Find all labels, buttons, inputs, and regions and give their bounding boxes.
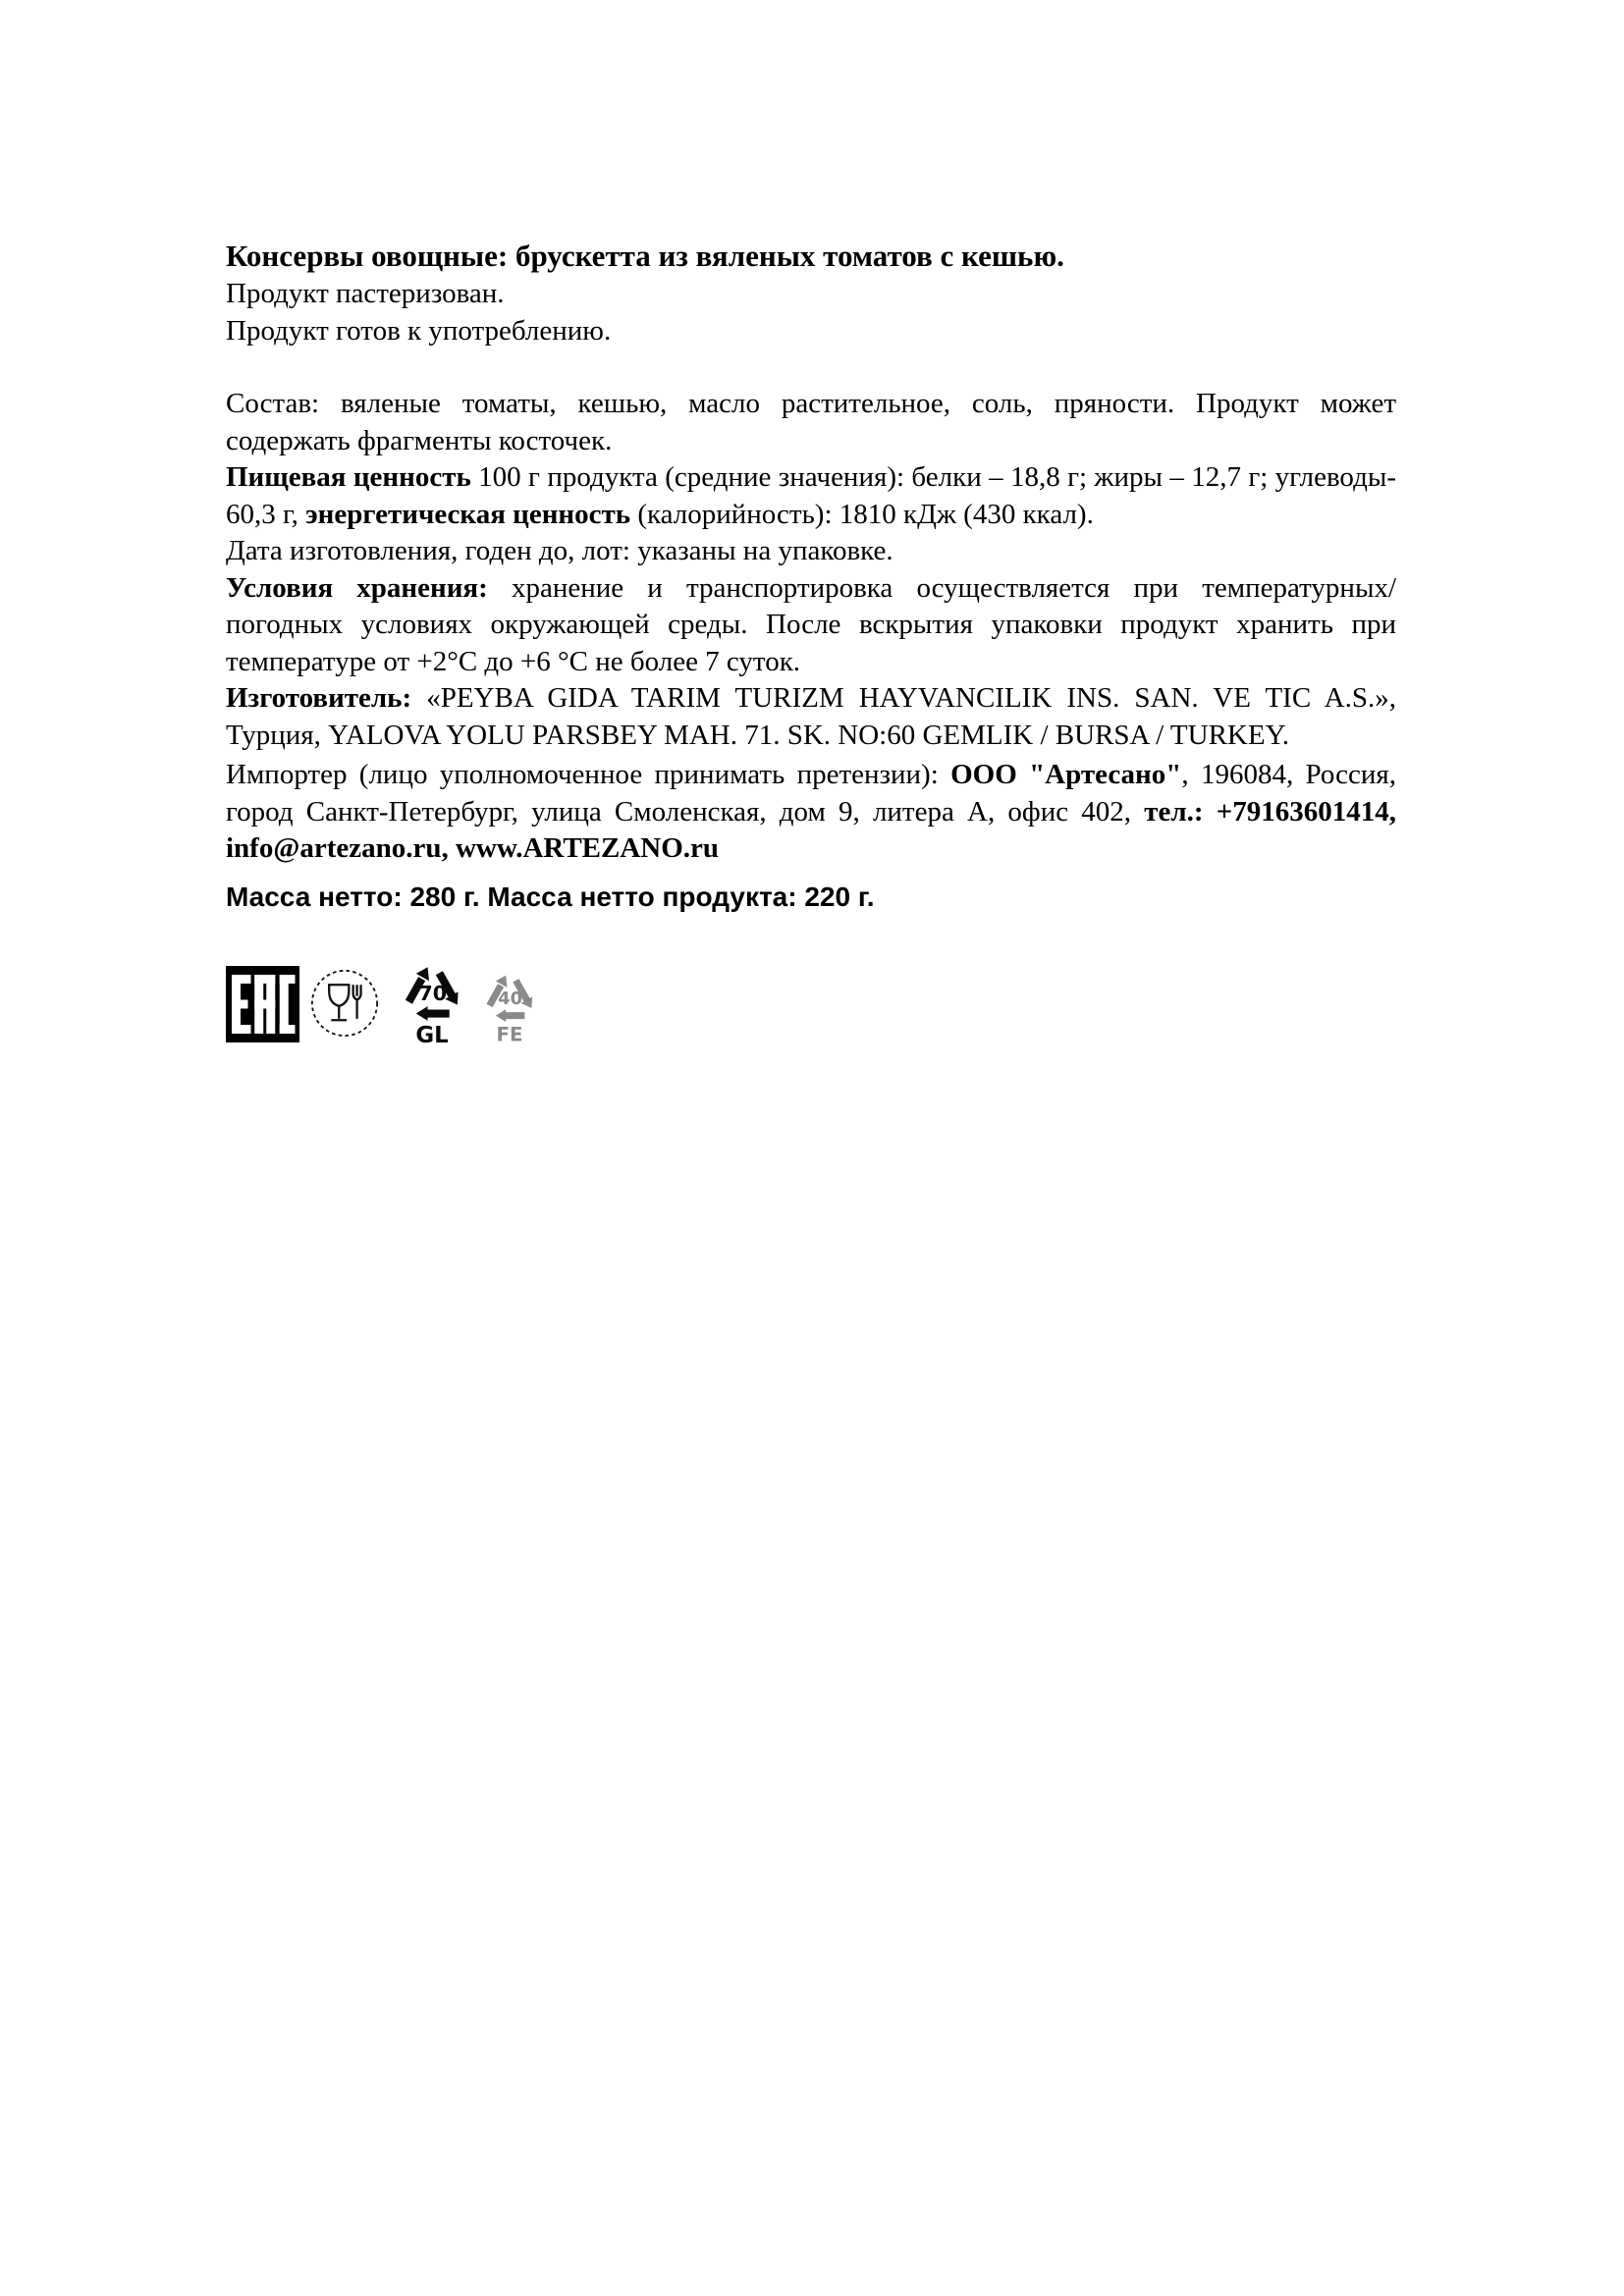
importer-contacts: тел.: +79163601414, info@artezano.ru, www.ARTEZANO.ru <box>226 795 1396 864</box>
composition-paragraph <box>226 386 1396 459</box>
storage-paragraph <box>226 570 1396 681</box>
eac-mark-icon <box>226 966 299 1042</box>
label-text-block <box>226 237 1396 1045</box>
ready-to-eat-line: Продукт готов к употреблению. <box>226 314 612 347</box>
manufacturer-lead: Изготовитель: <box>226 682 412 714</box>
composition-text: Состав: вяленые томаты, кешью, масло растительное, соль, пряности. Продукт может содержать фрагменты косточек. <box>226 388 1396 456</box>
nutrition-energy-lead: энергетическая ценность <box>305 498 631 530</box>
recycling-fe-material: FE <box>496 1022 523 1043</box>
net-weight-line: Масса нетто: 280 г. Масса нетто продукта: 220 г. <box>226 881 875 912</box>
recycling-70-gl-icon <box>396 954 468 1045</box>
storage-text: хранение и транспортировка осуществляется при температурных/ погодных условиях окружающей среды. После вскрытия упаковки продукт хранить при температуре от +2°С до +6 °С не более 7 суток. <box>226 571 1396 677</box>
importer-paragraph <box>226 757 1396 868</box>
recycling-gl-material: GL <box>415 1022 449 1045</box>
importer-address: , 196084, Россия, город Санкт-Петербург, улица Смоленская, дом 9, литера А, офис 402, <box>226 759 1396 828</box>
recycling-40-fe-icon <box>478 964 541 1043</box>
date-lot-line: Дата изготовления, годен до, лот: указаны на упаковке. <box>226 535 893 566</box>
nutrition-energy-value: (калорийность): 1810 кДж (430 ккал). <box>630 498 1094 530</box>
product-title: Консервы овощные: брускетта из вяленых томатов с кешью. <box>226 239 1064 273</box>
storage-lead: Условия хранения: <box>226 571 488 604</box>
nutrition-paragraph <box>226 459 1396 533</box>
importer-intro: Импортер (лицо уполномоченное принимать претензии): <box>226 759 951 790</box>
manufacturer-paragraph <box>226 680 1396 754</box>
nutrition-values: 100 г продукта (средние значения): белки – 18,8 г; жиры – 12,7 г; углеводы- 60,3 г, <box>226 461 1396 530</box>
nutrition-lead: Пищевая ценность <box>226 461 471 493</box>
certification-icons-row <box>226 954 1396 1045</box>
recycling-fe-code: 40 <box>498 988 523 1009</box>
glass-fork-icon <box>309 968 380 1039</box>
pasteurized-line: Продукт пастеризован. <box>226 278 505 309</box>
recycling-gl-code: 70 <box>418 981 448 1005</box>
importer-company: ООО "Артесано" <box>950 759 1182 790</box>
manufacturer-text: «PEYBA GIDA TARIM TURIZM HAYVANCILIK INS. SAN. VE TIC A.S.», Турция, YALOVA YOLU PARSBEY MAH. 71. SK. NO:60 GEMLIK / BURSA / TURKEY. <box>226 682 1396 751</box>
